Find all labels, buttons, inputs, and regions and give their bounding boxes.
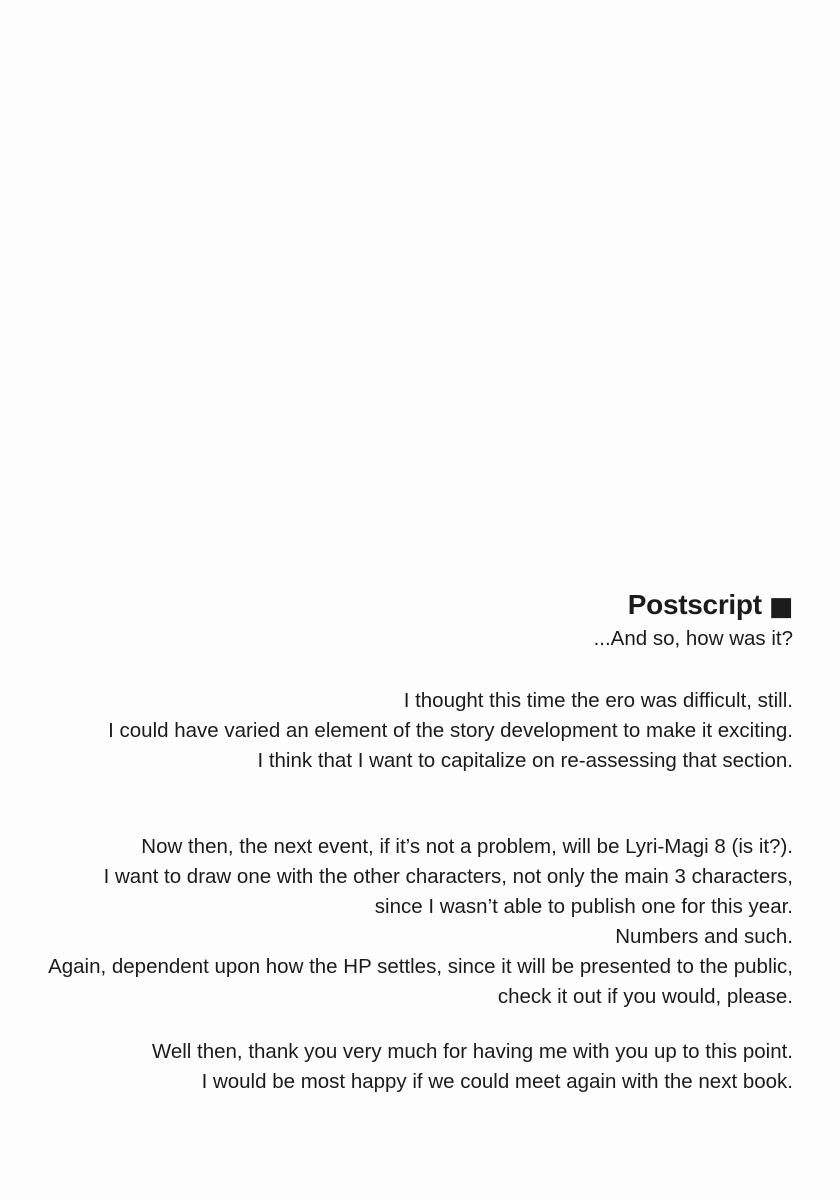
paragraph-3 — [10, 1037, 793, 1097]
text-line: I thought this time the ero was difficult, still. — [403, 689, 793, 712]
page-title: Postscript — [627, 589, 762, 620]
text-line: Again, dependent upon how the HP settles, since it will be presented to the public, — [48, 955, 793, 978]
text-line: since I wasn’t able to publish one for this year. — [374, 895, 793, 918]
text-line: Now then, the next event, if it’s not a problem, will be Lyri-Magi 8 (is it?). — [141, 835, 793, 858]
text-line: I could have varied an element of the story development to make it exciting. — [108, 719, 793, 742]
black-square-icon: ■ — [768, 592, 793, 622]
subheading: ...And so, how was it? — [593, 627, 793, 650]
text-line: I want to draw one with the other characters, not only the main 3 characters, — [103, 865, 793, 888]
text-line: check it out if you would, please. — [497, 985, 793, 1008]
text-line: I think that I want to capitalize on re-assessing that section. — [257, 749, 793, 772]
text-line: Numbers and such. — [615, 925, 793, 948]
text-line: I would be most happy if we could meet again with the next book. — [201, 1070, 793, 1093]
paragraph-2 — [10, 832, 793, 1012]
text-line: Well then, thank you very much for having me with you up to this point. — [151, 1040, 793, 1063]
section-heading — [10, 588, 793, 624]
postscript-content — [10, 588, 793, 1097]
paragraph-1 — [10, 686, 793, 776]
